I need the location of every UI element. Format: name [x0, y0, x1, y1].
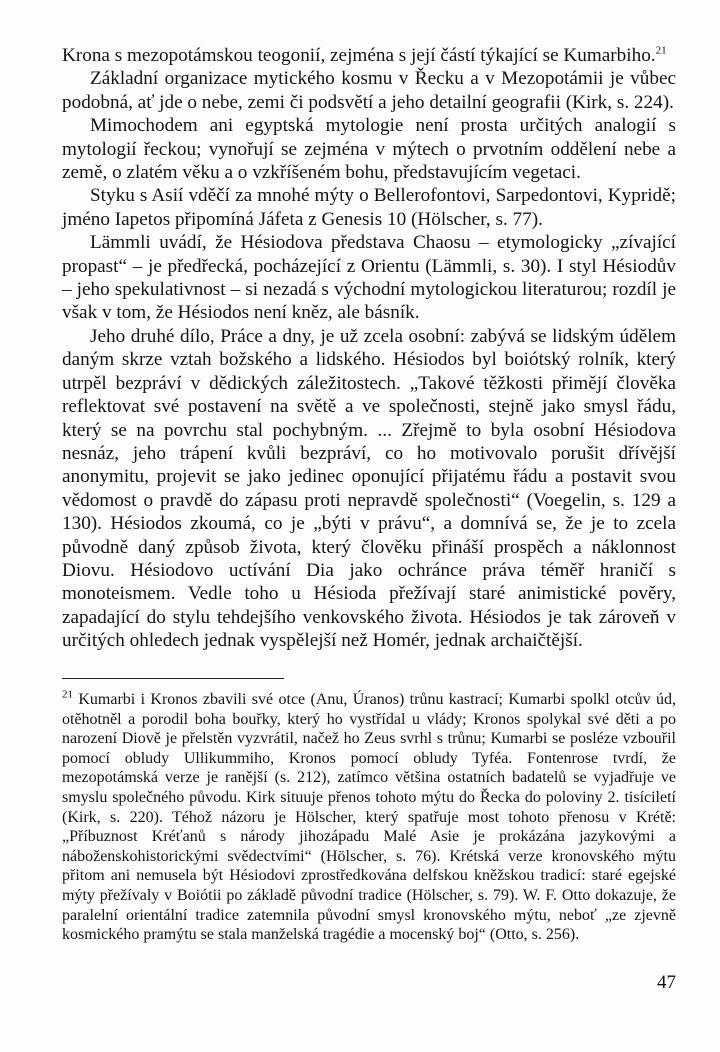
paragraph: Jeho druhé dílo, Práce a dny, je už zcela osobní: zabývá se lidským údělem daným skrze vztah božského a lidského. Hésiodos byl boiótský rolník, který utrpěl bezpráví v dědických záležitostech. „Takové těžkosti přimějí člověka reflektovat své postavení na světě a ve společnosti, stejně jako smysl řádu, který se na povrchu stal pochybným. ... Zřejmě to byla osobní Hésiodova nesnáz, jeho trápení kvůli bezpráví, co ho motivovalo porušit dřívější anonymitu, projevit se jako jedinec oponující přijatému řádu a postavit svou vědomost o pravdě do zápasu proti nepravdě společnosti“ (Voegelin, s. 129 a 130). Hésiodos zkoumá, co je „býti v právu“, a domnívá se, že je to zcela původně daný způsob života, který člověku přináší prospěch a náklonnost Diovu. Hésiodovo uctívání Dia jako ochránce práva téměř hraničí s monoteismem. Vedle toho u Hésioda přežívají staré animistické pověry, zapadající do stylu tehdejšího venkovského života. Hésiodos je tak zároveň v určitých ohledech jednak vyspělejší než Homér, jednak archaičtější. — [62, 325, 676, 652]
main-text — [62, 44, 676, 653]
footnote-separator — [62, 678, 284, 679]
page-number: 47 — [657, 972, 676, 993]
paragraph: Mimochodem ani egyptská mytologie není prosta určitých analogií s mytologií řeckou; vynořují se zejména v mýtech o prvotním oddělení nebe a země, o zlatém věku a o vzkříšeném bohu, představujícím vegetaci. — [62, 115, 676, 184]
footnote-reference: 21 — [655, 44, 667, 57]
paragraph-text: Krona s mezopotámskou teogonií, zejména s její částí týkající se Kumarbiho. — [62, 45, 656, 66]
paragraph: Základní organizace mytického kosmu v Řecku a v Mezopotámii je vůbec podobná, ať jde o nebe, zemi či podsvětí a jeho detailní geografii (Kirk, s. 224). — [62, 68, 676, 113]
paragraph: Styku s Asií vděčí za mnohé mýty o Bellerofontovi, Sarpedontovi, Kypridě; jméno Iapetos připomíná Jáfeta z Genesis 10 (Hölscher, s. 77). — [62, 185, 676, 230]
paragraph: Lämmli uvádí, že Hésiodova představa Chaosu – etymologicky „zívající propast“ – je předřecká, pocházející z Orientu (Lämmli, s. 30). I styl Hésiodův – jeho spekulativnost – si nezadá s východní mytologickou literaturou; rozdíl je však v tom, že Hésiodos není kněz, ale básník. — [62, 232, 676, 324]
paragraph — [62, 44, 676, 67]
footnote-text: Kumarbi i Kronos zbavili své otce (Anu, Úranos) trůnu kastrací; Kumarbi spolkl otcův úd, otěhotněl a porodil boha bouřky, který ho vystřídal u vlády; Kronos spolykal své děti a po narození Diově je přelstěn vyzvrátil, načež ho Zeus svrhl s trůnu; Kumarbi se posléze vzbouřil pomocí obludy Ullikummiho, Kronos pomocí obludy Tyféa. Fontenrose tvrdí, že mezopotámská verze je ranější (s. 212), zatímco většina ostatních badatelů se vyjadřuje ve smyslu společného původu. Kirk situuje přenos tohoto mýtu do Řecka do poloviny 2. tisíciletí (Kirk, s. 220). Téhož názoru je Hölscher, který spatřuje most tohoto přenosu v Krétě: „Příbuznost Kréťanů s národy jihozápadu Malé Asie je prokázána jazykovými a náboženskohistorickými svědectvími“ (Hölscher, s. 76). Krétská verze kronovského mýtu přitom ani nemusela být Hésiodovi zprostředkována delfskou kněžskou tradicí: staré egejské mýty přežívaly v Boiótii po základě původní tradice (Hölscher, s. 79). W. F. Otto dokazuje, že paralelní orientální tradice zatemnila původní smysl kronovského mýtu, neboť „ze zjevně kosmického pramýtu se stala manželská tragédie a mocenský boj“ (Otto, s. 256). — [62, 691, 677, 944]
footnote — [62, 690, 676, 945]
footnote-number: 21 — [62, 688, 73, 701]
